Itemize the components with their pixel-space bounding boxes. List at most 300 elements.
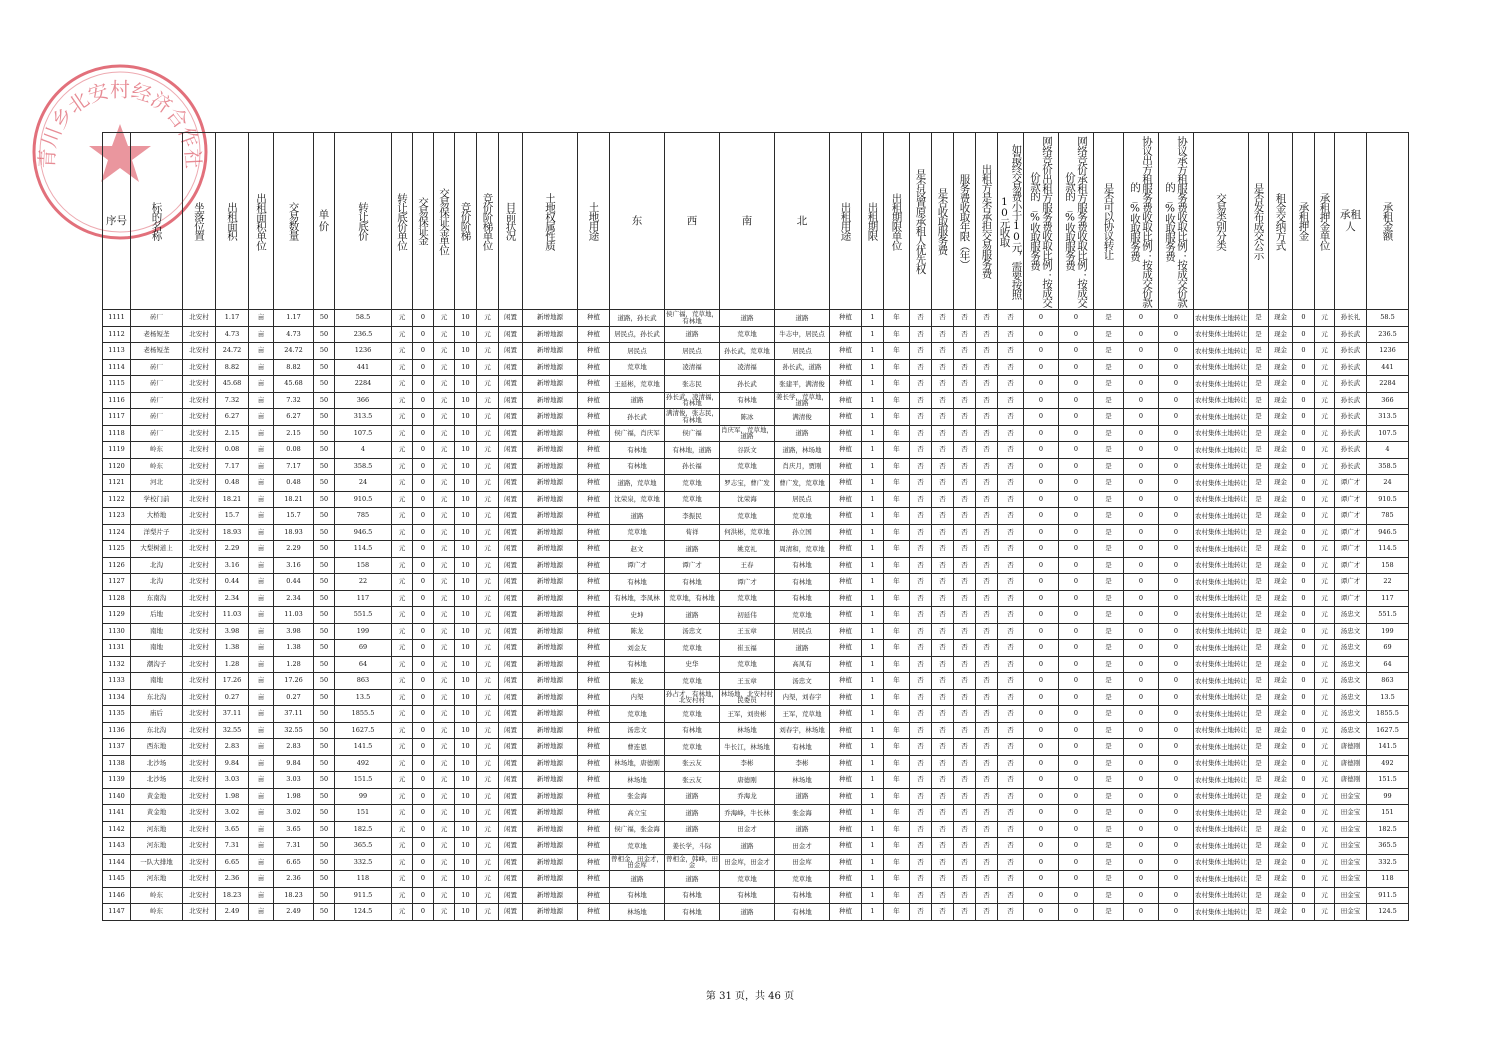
table-cell: 151.5	[335, 772, 392, 789]
table-cell: 砖厂	[131, 425, 183, 442]
table-cell: 0	[1124, 326, 1159, 343]
table-cell: 唐德刚	[1335, 739, 1367, 756]
table-cell: 是	[1249, 722, 1269, 739]
table-cell: 农村集体土地转让	[1194, 656, 1249, 673]
table-cell: 50	[314, 343, 335, 360]
table-cell: 0	[1059, 541, 1094, 558]
table-cell: 孙长武	[1335, 343, 1367, 360]
table-cell: 否	[910, 838, 932, 855]
table-cell: 0	[1159, 541, 1194, 558]
table-cell: 0	[1159, 442, 1194, 459]
table-cell: 10	[455, 640, 477, 657]
table-cell: 0	[1024, 607, 1059, 624]
table-cell: 孙长武，道路	[775, 359, 830, 376]
table-cell: 0	[1293, 343, 1315, 360]
table-cell: 现金	[1269, 887, 1293, 904]
column-header: 南	[720, 133, 775, 310]
table-cell: 50	[314, 854, 335, 871]
table-cell: 北沙场	[131, 772, 183, 789]
table-cell: 新增地源	[523, 788, 578, 805]
table-cell: 是	[1249, 425, 1269, 442]
table-cell: 新增地源	[523, 541, 578, 558]
table-cell: 0	[1059, 458, 1094, 475]
table-cell: 闲置	[499, 491, 523, 508]
table-cell: 孙占才，有林地，北安村村	[666, 689, 718, 705]
table-cell: 否	[976, 640, 998, 657]
table-cell: 否	[954, 838, 976, 855]
table-cell: 年	[884, 392, 910, 409]
table-cell: 现金	[1269, 491, 1293, 508]
table-cell: 农村集体土地转让	[1194, 640, 1249, 657]
table-cell: 否	[998, 442, 1024, 459]
table-cell: 现金	[1269, 590, 1293, 607]
table-cell: 元	[477, 755, 499, 772]
table-cell: 50	[314, 788, 335, 805]
table-cell: 现金	[1269, 376, 1293, 393]
table-cell: 元	[392, 689, 413, 706]
table-cell: 0	[1159, 607, 1194, 624]
table-cell: 0	[413, 755, 434, 772]
table-cell: 0	[1159, 689, 1194, 706]
table-cell: 否	[976, 524, 998, 541]
table-cell: 北安村	[183, 871, 216, 888]
table-cell: 道路	[665, 607, 720, 624]
table-cell: 10	[455, 458, 477, 475]
table-cell: 汤忠文	[1335, 607, 1367, 624]
table-cell: 0	[1159, 574, 1194, 591]
table-cell: 荒草地	[665, 475, 720, 492]
table-cell: 否	[998, 310, 1024, 327]
table-cell: 亩	[249, 656, 274, 673]
table-cell: 0	[1059, 475, 1094, 492]
table-cell: 10	[455, 574, 477, 591]
table-cell: 老杨短垄	[131, 343, 183, 360]
table-cell: 否	[954, 722, 976, 739]
table-cell: 田金宝	[1335, 887, 1367, 904]
table-cell: 元	[434, 409, 455, 426]
table-cell: 2.49	[216, 904, 249, 921]
table-cell: 是	[1094, 574, 1124, 591]
table-cell: 0	[1124, 574, 1159, 591]
table-cell: 1	[862, 623, 884, 640]
table-cell: 现金	[1269, 475, 1293, 492]
table-cell: 50	[314, 805, 335, 822]
table-cell: 现金	[1269, 689, 1293, 706]
table-cell: 元	[392, 557, 413, 574]
table-cell: 种植	[830, 590, 862, 607]
table-cell: 亩	[249, 524, 274, 541]
table-cell: 358.5	[335, 458, 392, 475]
table-cell: 50	[314, 442, 335, 459]
table-cell: 0	[413, 359, 434, 376]
table-cell: 元	[434, 904, 455, 921]
table-cell: 117	[335, 590, 392, 607]
table-cell: 10	[455, 871, 477, 888]
table-cell: 唐德刚	[1335, 755, 1367, 772]
table-cell: 0	[1024, 640, 1059, 657]
table-cell: 元	[434, 755, 455, 772]
table-cell: 侯广福，肖庆军	[610, 425, 665, 442]
table-cell: 亩	[249, 541, 274, 558]
table-cell: 种植	[578, 508, 610, 525]
table-cell: 0	[1293, 904, 1315, 921]
table-cell: 1132	[103, 656, 131, 673]
table-cell: 是	[1249, 326, 1269, 343]
table-cell: 否	[998, 326, 1024, 343]
table-cell: 新增地源	[523, 409, 578, 426]
table-cell: 10	[455, 805, 477, 822]
table-cell: 农村集体土地转让	[1194, 673, 1249, 690]
table-cell: 年	[884, 739, 910, 756]
table-cell: 1	[862, 310, 884, 327]
table-cell: 新增地源	[523, 656, 578, 673]
table-cell: 新增地源	[523, 343, 578, 360]
table-cell: 50	[314, 508, 335, 525]
table-cell: 否	[910, 574, 932, 591]
table-cell: 种植	[830, 722, 862, 739]
table-cell: 是	[1094, 739, 1124, 756]
table-cell: 1	[862, 788, 884, 805]
table-cell: 元	[1315, 772, 1335, 789]
table-cell: 0	[1124, 739, 1159, 756]
table-cell: 否	[954, 458, 976, 475]
table-cell: 否	[932, 854, 954, 871]
column-header: 交易数量	[274, 133, 314, 310]
table-cell: 元	[434, 343, 455, 360]
table-cell: 1136	[103, 722, 131, 739]
table-cell: 1	[862, 524, 884, 541]
table-cell: 0	[413, 722, 434, 739]
table-cell: 田金宝	[1335, 871, 1367, 888]
table-cell: 荒草地	[720, 458, 775, 475]
table-cell: 亩	[249, 706, 274, 723]
table-cell: 庙后	[131, 706, 183, 723]
table-cell: 种植	[578, 475, 610, 492]
table-cell: 是	[1094, 722, 1124, 739]
column-header: 承租人	[1335, 133, 1367, 310]
table-cell: 1	[862, 607, 884, 624]
table-cell: 0	[1059, 343, 1094, 360]
table-cell: 0	[1159, 475, 1194, 492]
table-cell: 种植	[578, 772, 610, 789]
table-cell: 否	[910, 541, 932, 558]
table-cell: 种植	[830, 359, 862, 376]
table-cell: 否	[976, 739, 998, 756]
column-header: 是否可以协议转让	[1094, 133, 1124, 310]
table-cell: 元	[1315, 623, 1335, 640]
table-cell: 元	[477, 805, 499, 822]
table-cell: 年	[884, 755, 910, 772]
table-cell: 8.82	[274, 359, 314, 376]
column-header: 承租押金	[1293, 133, 1315, 310]
table-cell: 否	[954, 442, 976, 459]
table-cell: 否	[910, 557, 932, 574]
table-cell: 否	[932, 376, 954, 393]
table-cell: 否	[932, 475, 954, 492]
table-cell: 0	[1293, 805, 1315, 822]
table-cell: 现金	[1269, 673, 1293, 690]
table-cell: 农村集体土地转让	[1194, 755, 1249, 772]
table-cell: 现金	[1269, 574, 1293, 591]
table-cell: 北安村	[183, 574, 216, 591]
table-cell: 黄金地	[131, 788, 183, 805]
table-cell: 道路	[720, 838, 775, 855]
table-cell: 孙长武	[1335, 326, 1367, 343]
table-cell: 是	[1094, 871, 1124, 888]
table-cell: 0	[1293, 607, 1315, 624]
table-cell: 441	[335, 359, 392, 376]
table-cell: 王延彬，荒草地	[610, 376, 665, 393]
table-cell: 荒草地	[720, 508, 775, 525]
table-cell: 荒草地	[720, 871, 775, 888]
table-cell: 否	[910, 788, 932, 805]
table-cell: 南地	[131, 673, 183, 690]
table-cell: 946.5	[335, 524, 392, 541]
table-cell: 岭东	[131, 442, 183, 459]
table-cell: 151	[335, 805, 392, 822]
table-cell: 砖厂	[131, 409, 183, 426]
table-cell: 0	[1059, 656, 1094, 673]
table-cell: 砖厂	[131, 310, 183, 327]
table-cell: 种植	[578, 656, 610, 673]
table-cell: 种植	[830, 739, 862, 756]
table-cell: 2284	[1367, 376, 1409, 393]
table-cell: 闲置	[499, 541, 523, 558]
table-cell: 0	[1124, 689, 1159, 706]
table-cell: 50	[314, 772, 335, 789]
table-cell: 0	[1024, 838, 1059, 855]
table-cell: 居民点	[665, 343, 720, 360]
table-cell: 124.5	[335, 904, 392, 921]
table-cell: 0	[1059, 326, 1094, 343]
table-cell: 0	[413, 409, 434, 426]
table-cell: 0	[1293, 310, 1315, 327]
table-cell: 年	[884, 656, 910, 673]
table-cell: 田金宝	[1335, 805, 1367, 822]
table-cell: 荒草地	[720, 326, 775, 343]
table-cell: 1.28	[216, 656, 249, 673]
table-cell: 元	[1315, 326, 1335, 343]
table-cell: 现金	[1269, 310, 1293, 327]
table-cell: 99	[1367, 788, 1409, 805]
table-cell: 种植	[830, 788, 862, 805]
table-cell: 0	[1159, 656, 1194, 673]
table-cell: 侯广福	[665, 425, 720, 442]
table-cell: 否	[932, 904, 954, 921]
table-cell: 50	[314, 689, 335, 706]
table-cell: 道路，孙长武	[610, 310, 665, 327]
table-cell: 否	[910, 475, 932, 492]
table-cell: 10	[455, 491, 477, 508]
table-cell: 亩	[249, 887, 274, 904]
table-cell: 22	[1367, 574, 1409, 591]
table-cell: 0	[1124, 623, 1159, 640]
table-cell: 7.32	[216, 392, 249, 409]
table-cell: 0	[1159, 739, 1194, 756]
table-cell: 种植	[578, 524, 610, 541]
table-cell: 0	[413, 590, 434, 607]
table-cell: 闲置	[499, 442, 523, 459]
land-lease-table	[102, 132, 1409, 921]
table-cell: 0	[1159, 524, 1194, 541]
table-cell: 新增地源	[523, 821, 578, 838]
table-cell: 现金	[1269, 755, 1293, 772]
table-cell: 否	[976, 821, 998, 838]
table-cell: 年	[884, 772, 910, 789]
table-cell: 是	[1094, 491, 1124, 508]
table-cell: 现金	[1269, 904, 1293, 921]
table-cell: 是	[1094, 887, 1124, 904]
table-cell: 新增地源	[523, 739, 578, 756]
table-cell: 现金	[1269, 326, 1293, 343]
table-cell: 新增地源	[523, 623, 578, 640]
table-cell: 种植	[578, 673, 610, 690]
table-cell: 24.72	[274, 343, 314, 360]
table-cell: 0	[1024, 524, 1059, 541]
table-cell: 否	[998, 854, 1024, 871]
table-cell: 亩	[249, 623, 274, 640]
table-cell: 黄金地	[131, 805, 183, 822]
table-cell: 元	[434, 590, 455, 607]
table-cell: 否	[976, 376, 998, 393]
table-cell: 64	[1367, 656, 1409, 673]
table-cell: 910.5	[1367, 491, 1409, 508]
table-cell: 58.5	[335, 310, 392, 327]
table-cell: 北安村	[183, 854, 216, 871]
table-cell: 1	[862, 838, 884, 855]
table-cell: 332.5	[335, 854, 392, 871]
table-cell: 是	[1249, 706, 1269, 723]
table-cell: 1117	[103, 409, 131, 426]
table-cell: 现金	[1269, 607, 1293, 624]
table-cell: 有林地	[610, 656, 665, 673]
table-cell: 0	[1024, 310, 1059, 327]
table-cell: 砖厂	[131, 376, 183, 393]
table-cell: 道路	[775, 821, 830, 838]
table-cell: 有林地	[775, 904, 830, 921]
table-cell: 元	[1315, 904, 1335, 921]
table-cell: 亩	[249, 376, 274, 393]
table-cell: 王玉章	[720, 623, 775, 640]
table-cell: 亩	[249, 821, 274, 838]
table-cell: 3.98	[274, 623, 314, 640]
table-cell: 0.48	[274, 475, 314, 492]
table-cell: 是	[1094, 805, 1124, 822]
table-cell: 否	[976, 541, 998, 558]
table-cell: 10	[455, 541, 477, 558]
table-cell: 1127	[103, 574, 131, 591]
table-cell: 农村集体土地转让	[1194, 310, 1249, 327]
table-cell: 现金	[1269, 409, 1293, 426]
column-header: 服务费收取年限（年）	[954, 133, 976, 310]
table-cell: 否	[976, 755, 998, 772]
table-body	[103, 310, 1409, 921]
table-cell: 2.34	[216, 590, 249, 607]
table-cell: 种植	[830, 442, 862, 459]
table-cell: 7.31	[274, 838, 314, 855]
table-cell: 有林地	[775, 590, 830, 607]
table-cell: 新增地源	[523, 442, 578, 459]
table-cell: 否	[932, 706, 954, 723]
table-cell: 1	[862, 491, 884, 508]
table-cell: 新增地源	[523, 557, 578, 574]
table-cell: 道路	[775, 640, 830, 657]
table-cell: 18.23	[274, 887, 314, 904]
table-cell: 史华	[665, 656, 720, 673]
table-cell: 0	[413, 326, 434, 343]
table-cell: 否	[976, 491, 998, 508]
table-cell: 大桥地	[131, 508, 183, 525]
table-cell: 50	[314, 821, 335, 838]
table-cell: 0	[1059, 623, 1094, 640]
table-cell: 910.5	[335, 491, 392, 508]
table-row	[103, 673, 1409, 690]
table-cell: 是	[1094, 359, 1124, 376]
table-cell: 否	[998, 640, 1024, 657]
table-cell: 田金库	[775, 854, 830, 871]
table-cell: 是	[1094, 904, 1124, 921]
table-cell: 0	[413, 607, 434, 624]
table-cell: 6.27	[216, 409, 249, 426]
table-cell: 114.5	[335, 541, 392, 558]
table-cell: 10	[455, 475, 477, 492]
table-cell: 0	[1024, 425, 1059, 442]
table-cell: 否	[954, 607, 976, 624]
table-cell: 是	[1094, 656, 1124, 673]
table-cell: 种植	[830, 475, 862, 492]
table-cell: 种植	[578, 887, 610, 904]
table-cell: 1142	[103, 821, 131, 838]
table-cell: 1236	[335, 343, 392, 360]
table-cell: 闲置	[499, 871, 523, 888]
table-cell: 否	[932, 442, 954, 459]
table-cell: 0	[1159, 788, 1194, 805]
table-cell: 0	[413, 656, 434, 673]
table-cell: 新增地源	[523, 706, 578, 723]
table-cell: 否	[932, 788, 954, 805]
table-cell: 18.93	[216, 524, 249, 541]
table-cell: 199	[1367, 623, 1409, 640]
table-cell: 141.5	[1367, 739, 1409, 756]
table-cell: 0	[1293, 706, 1315, 723]
table-cell: 0	[1059, 854, 1094, 871]
table-cell: 田金宝	[1335, 838, 1367, 855]
table-cell: 0	[1024, 442, 1059, 459]
table-cell: 王军，刘贵彬	[720, 706, 775, 723]
table-cell: 年	[884, 541, 910, 558]
table-cell: 农村集体土地转让	[1194, 409, 1249, 426]
table-cell: 是	[1094, 590, 1124, 607]
table-cell: 元	[1315, 491, 1335, 508]
table-cell: 否	[998, 458, 1024, 475]
table-cell: 1125	[103, 541, 131, 558]
table-cell: 亩	[249, 574, 274, 591]
table-cell: 否	[910, 524, 932, 541]
table-cell: 10	[455, 310, 477, 327]
table-cell: 0	[1159, 326, 1194, 343]
table-cell: 否	[910, 590, 932, 607]
table-cell: 313.5	[1367, 409, 1409, 426]
table-cell: 闲置	[499, 904, 523, 921]
table-cell: 否	[954, 887, 976, 904]
table-cell: 是	[1094, 755, 1124, 772]
table-cell: 0	[1159, 904, 1194, 921]
table-cell: 0	[1124, 409, 1159, 426]
table-cell: 否	[954, 508, 976, 525]
table-cell: 0	[1293, 508, 1315, 525]
table-cell: 69	[335, 640, 392, 657]
table-cell: 孙长礼	[1335, 310, 1367, 327]
